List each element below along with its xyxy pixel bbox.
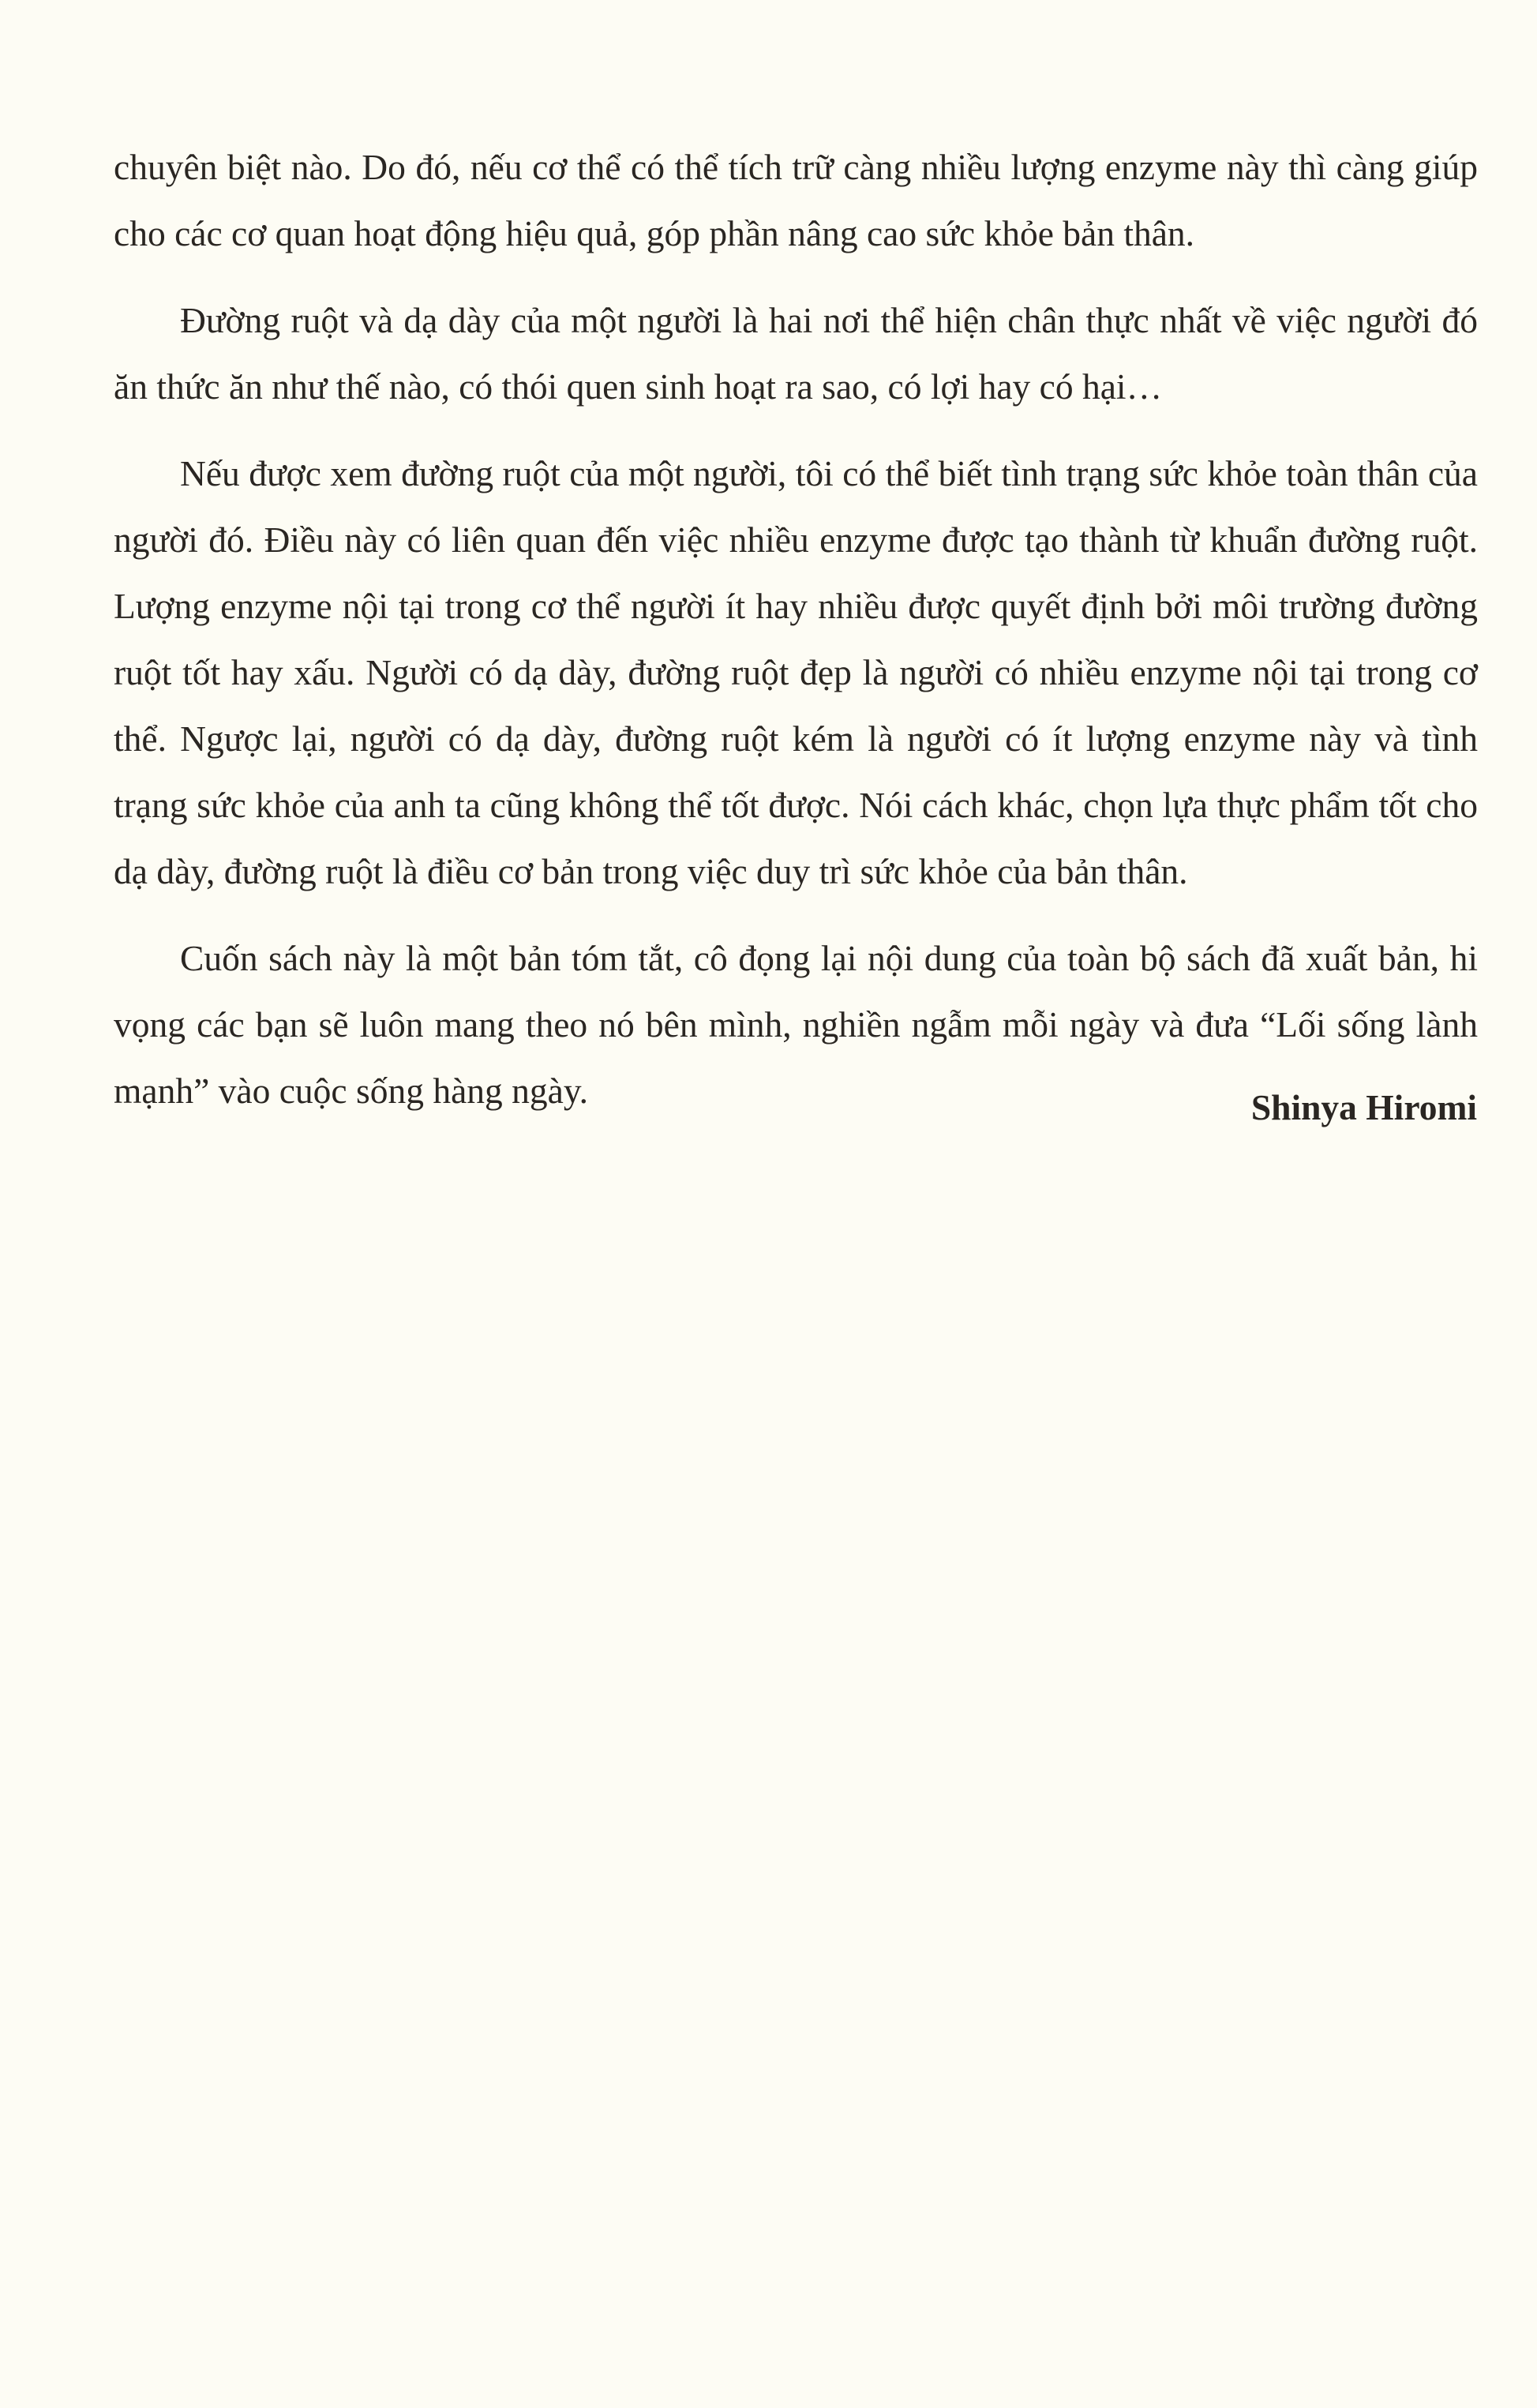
author-signature: Shinya Hiromi — [1250, 1087, 1477, 1127]
paragraph-3: Nếu được xem đường ruột của một người, tôi có thể biết tình trạng sức khỏe toàn thân của người đó. Điều này có liên quan đến việc nhiều enzyme được tạo thành từ khuẩn đường ruột. Lượng enzyme nội tại trong cơ thể người ít hay nhiều được quyết định bởi môi trường đường ruột tốt hay xấu. Người có dạ dày, đường ruột đẹp là người có nhiều enzyme nội tại trong cơ thể. Ngược lại, người có dạ dày, đường ruột kém là người có ít lượng enzyme này và tình trạng sức khỏe của anh ta cũng không thể tốt được. Nói cách khác, chọn lựa thực phẩm tốt cho dạ dày, đường ruột là điều cơ bản trong việc duy trì sức khỏe của bản thân. — [114, 453, 1478, 891]
paragraph-2: Đường ruột và dạ dày của một người là hai nơi thể hiện chân thực nhất về việc người đó ăn thức ăn như thế nào, có thói quen sinh hoạt ra sao, có lợi hay có hại… — [114, 300, 1478, 407]
paragraph-1: chuyên biệt nào. Do đó, nếu cơ thể có thể tích trữ càng nhiều lượng enzyme này thì càng giúp cho các cơ quan hoạt động hiệu quả, góp phần nâng cao sức khỏe bản thân. — [114, 147, 1478, 253]
body-text — [114, 134, 1478, 1145]
paragraph-4: Cuốn sách này là một bản tóm tắt, cô đọng lại nội dung của toàn bộ sách đã xuất bản, hi vọng các bạn sẽ luôn mang theo nó bên mình, nghiền ngẫm mỗi ngày và đưa “Lối sống lành mạnh” vào cuộc sống hàng ngày. — [114, 938, 1478, 1111]
